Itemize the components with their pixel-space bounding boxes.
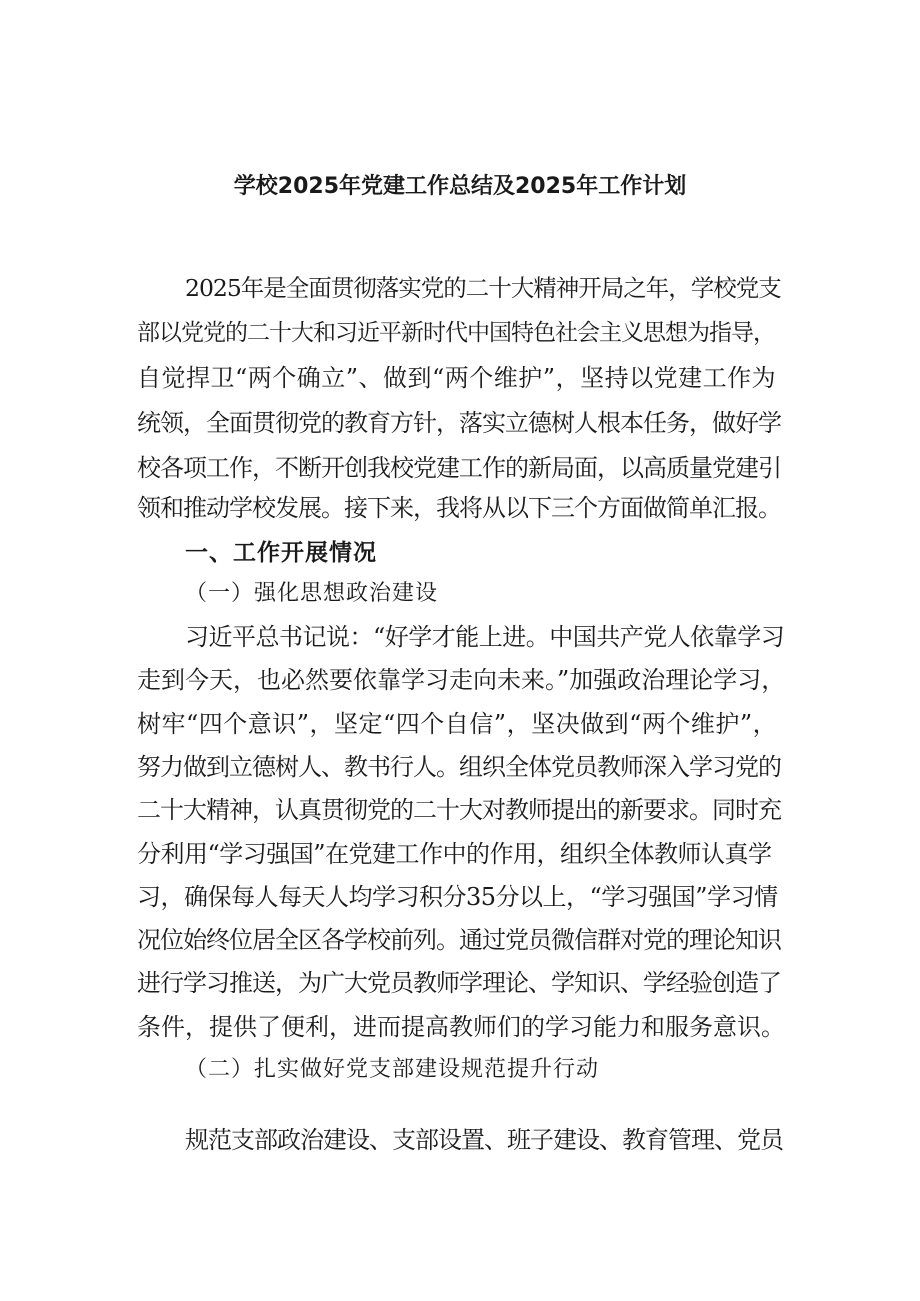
intro-line-5: 校各项工作，不断开创我校党建工作的新局面，以高质量党建引 xyxy=(137,454,781,482)
sub2-line-1: 规范支部政治建设、支部设置、班子建设、教育管理、党员 xyxy=(185,1126,783,1154)
sub1-line-7: 习，确保每人每天人均学习积分35分以上，“学习强国”学习情 xyxy=(137,883,778,911)
section-heading-1: 一、工作开展情况 xyxy=(185,540,377,566)
intro-line-6: 领和推动学校发展。接下来，我将从以下三个方面做简单汇报。 xyxy=(137,494,781,522)
intro-line-1: 2025年是全面贯彻落实党的二十大精神开局之年，学校党支 xyxy=(185,274,781,302)
document-title: 学校2025年党建工作总结及2025年工作计划 xyxy=(233,174,687,199)
sub1-line-6: 分利用“学习强国”在党建工作中的作用，组织全体教师认真学 xyxy=(137,840,772,868)
sub1-line-4: 努力做到立德树人、教书行人。组织全体党员教师深入学习党的 xyxy=(137,753,781,781)
sub1-line-2: 走到今天，也必然要依靠学习走向未来。”加强政治理论学习， xyxy=(137,666,786,694)
sub1-line-1: 习近平总书记说：“好学才能上进。中国共产党人依靠学习 xyxy=(185,623,785,651)
sub1-line-10: 条件，提供了便利，进而提高教师们的学习能力和服务意识。 xyxy=(137,1013,785,1041)
subsection-heading-1: （一）强化思想政治建设 xyxy=(185,581,439,606)
sub1-line-3: 树牢“四个意识”，坚定“四个自信”，坚决做到“两个维护”， xyxy=(137,710,778,738)
sub1-line-8: 况位始终位居全区各学校前列。通过党员微信群对党的理论知识 xyxy=(137,926,781,954)
sub1-line-9: 进行学习推送，为广大党员教师学理论、学知识、学经验创造了 xyxy=(137,969,781,997)
intro-line-2: 部以党党的二十大和习近平新时代中国特色社会主义思想为指导， xyxy=(137,320,775,346)
sub1-line-5: 二十大精神，认真贯彻党的二十大对教师提出的新要求。同时充 xyxy=(137,796,781,824)
intro-line-3: 自觉捍卫“两个确立”、做到“两个维护”，坚持以党建工作为 xyxy=(137,364,777,392)
intro-line-4: 统领，全面贯彻党的教育方针，落实立德树人根本任务，做好学 xyxy=(137,409,781,437)
subsection-heading-2: （二）扎实做好党支部建设规范提升行动 xyxy=(185,1057,600,1082)
